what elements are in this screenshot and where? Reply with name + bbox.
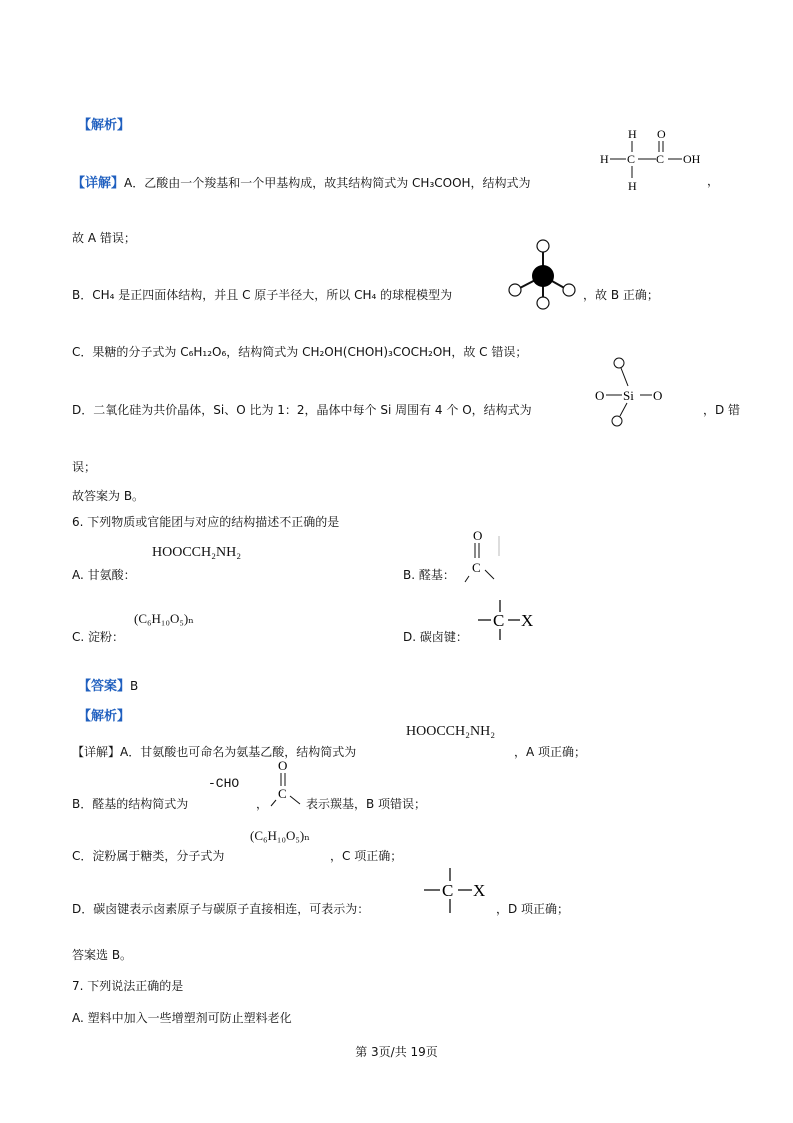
q6-answer-tag: 【答案】 xyxy=(78,679,131,694)
q6-answer: 答案选 B。 xyxy=(72,948,133,962)
page-footer: 第 3页/共 19页 xyxy=(355,1045,438,1059)
silica-structure xyxy=(592,352,672,432)
atom-x: X xyxy=(473,881,486,900)
atom-si: Si xyxy=(623,388,634,403)
q5-option-c-explanation: C．果糖的分子式为 C₆H₁₂O₆，结构简式为 CH₂OH(CHOH)₃COCH₂OH，故 C 错误； xyxy=(72,345,528,359)
q5-answer: 故答案为 B。 xyxy=(72,489,145,503)
atom-c-1: C xyxy=(627,152,636,166)
atom-c: C xyxy=(442,881,454,900)
atom-h-left: H xyxy=(600,152,609,166)
q6-detail-d: D．碳卤键表示卤素原子与碳原子直接相连，可表示为： xyxy=(72,902,370,916)
q6-detail-b-comma: ， xyxy=(256,797,269,811)
q6-detail-b: B．醛基的结构简式为 xyxy=(72,797,189,811)
q6-answer-value: B xyxy=(130,679,139,693)
q6-detail-c-formula: (C₆H₁₀O₅)ₙ xyxy=(250,828,310,843)
atom-o-left: O xyxy=(595,388,605,403)
q5-option-d-explanation: D．二氧化硅为共价晶体，Si、O 比为 1：2，晶体中每个 Si 周围有 4 个 O，结构式为 xyxy=(72,403,532,417)
q6-detail-b-formula: -CHO xyxy=(208,776,240,791)
q5-a-text: A．乙酸由一个羧基和一个甲基构成，故其结构简式为 CH₃COOH，结构式为 xyxy=(124,176,531,190)
q6-detail-b-tail: 表示羰基，B 项错误； xyxy=(306,797,427,811)
carbonyl-group-structure xyxy=(270,758,304,808)
q6-c-formula: (C₆H₁₀O₅)ₙ xyxy=(134,611,194,626)
atom-c: C xyxy=(493,611,505,630)
q5-d-conclusion: 误； xyxy=(72,460,97,474)
q5-a-conclusion: 故 A 错误； xyxy=(72,231,136,245)
analysis-tag: 【解析】 xyxy=(78,118,131,133)
atom-x: X xyxy=(521,611,534,630)
q6-detail-d-tail: ，D 项正确； xyxy=(496,902,570,916)
group-oh: OH xyxy=(683,152,701,166)
q6-detail-a: 【详解】A．甘氨酸也可命名为氨基乙酸，结构简式为 xyxy=(72,745,357,759)
carbon-halogen-bond-structure xyxy=(476,598,546,644)
detail-tag: 【详解】 xyxy=(72,176,125,191)
q6-detail-c-tail: ，C 项正确； xyxy=(330,849,403,863)
carbon-halogen-bond-detail xyxy=(420,866,494,916)
atom-o: O xyxy=(473,528,483,543)
q5-option-a-explanation xyxy=(72,172,531,191)
q6-detail-a-formula: HOOCCH₂NH₂ xyxy=(406,724,496,739)
q5-d-tail: ，D 错 xyxy=(703,403,741,417)
atom-h-top: H xyxy=(628,127,637,141)
q6-answer-line xyxy=(78,675,138,694)
methane-ball-stick-model xyxy=(506,238,580,312)
q6-option-a: A. 甘氨酸： xyxy=(72,568,136,582)
q5-a-comma: ， xyxy=(707,174,720,188)
q6-analysis-tag: 【解析】 xyxy=(78,709,131,724)
q6-option-b: B. 醛基： xyxy=(403,568,455,582)
atom-c: C xyxy=(472,560,481,575)
acetic-acid-structure xyxy=(598,124,708,196)
q7-option-a: A. 塑料中加入一些增塑剂可防止塑料老化 xyxy=(72,1011,292,1025)
atom-o-right: O xyxy=(653,388,663,403)
q5-b-tail: ，故 B 正确； xyxy=(583,288,659,302)
aldehyde-group-structure xyxy=(466,528,502,584)
q6-detail-c: C．淀粉属于糖类，分子式为 xyxy=(72,849,225,863)
q5-option-b-explanation: B．CH₄ 是正四面体结构，并且 C 原子半径大，所以 CH₄ 的球棍模型为 xyxy=(72,288,453,302)
q6-detail-a-tail: ，A 项正确； xyxy=(514,745,587,759)
atom-c-2: C xyxy=(656,152,665,166)
q6-a-formula: HOOCCH₂NH₂ xyxy=(152,545,242,560)
q6-option-d: D. 碳卤键： xyxy=(403,630,468,644)
atom-h-bottom: H xyxy=(628,179,637,193)
q6-option-c: C. 淀粉： xyxy=(72,630,125,644)
atom-o: O xyxy=(278,758,288,773)
q7-stem: 7. 下列说法正确的是 xyxy=(72,979,184,993)
atom-c: C xyxy=(278,786,287,801)
q6-stem: 6. 下列物质或官能团与对应的结构描述不正确的是 xyxy=(72,515,340,529)
atom-o-top: O xyxy=(657,127,666,141)
